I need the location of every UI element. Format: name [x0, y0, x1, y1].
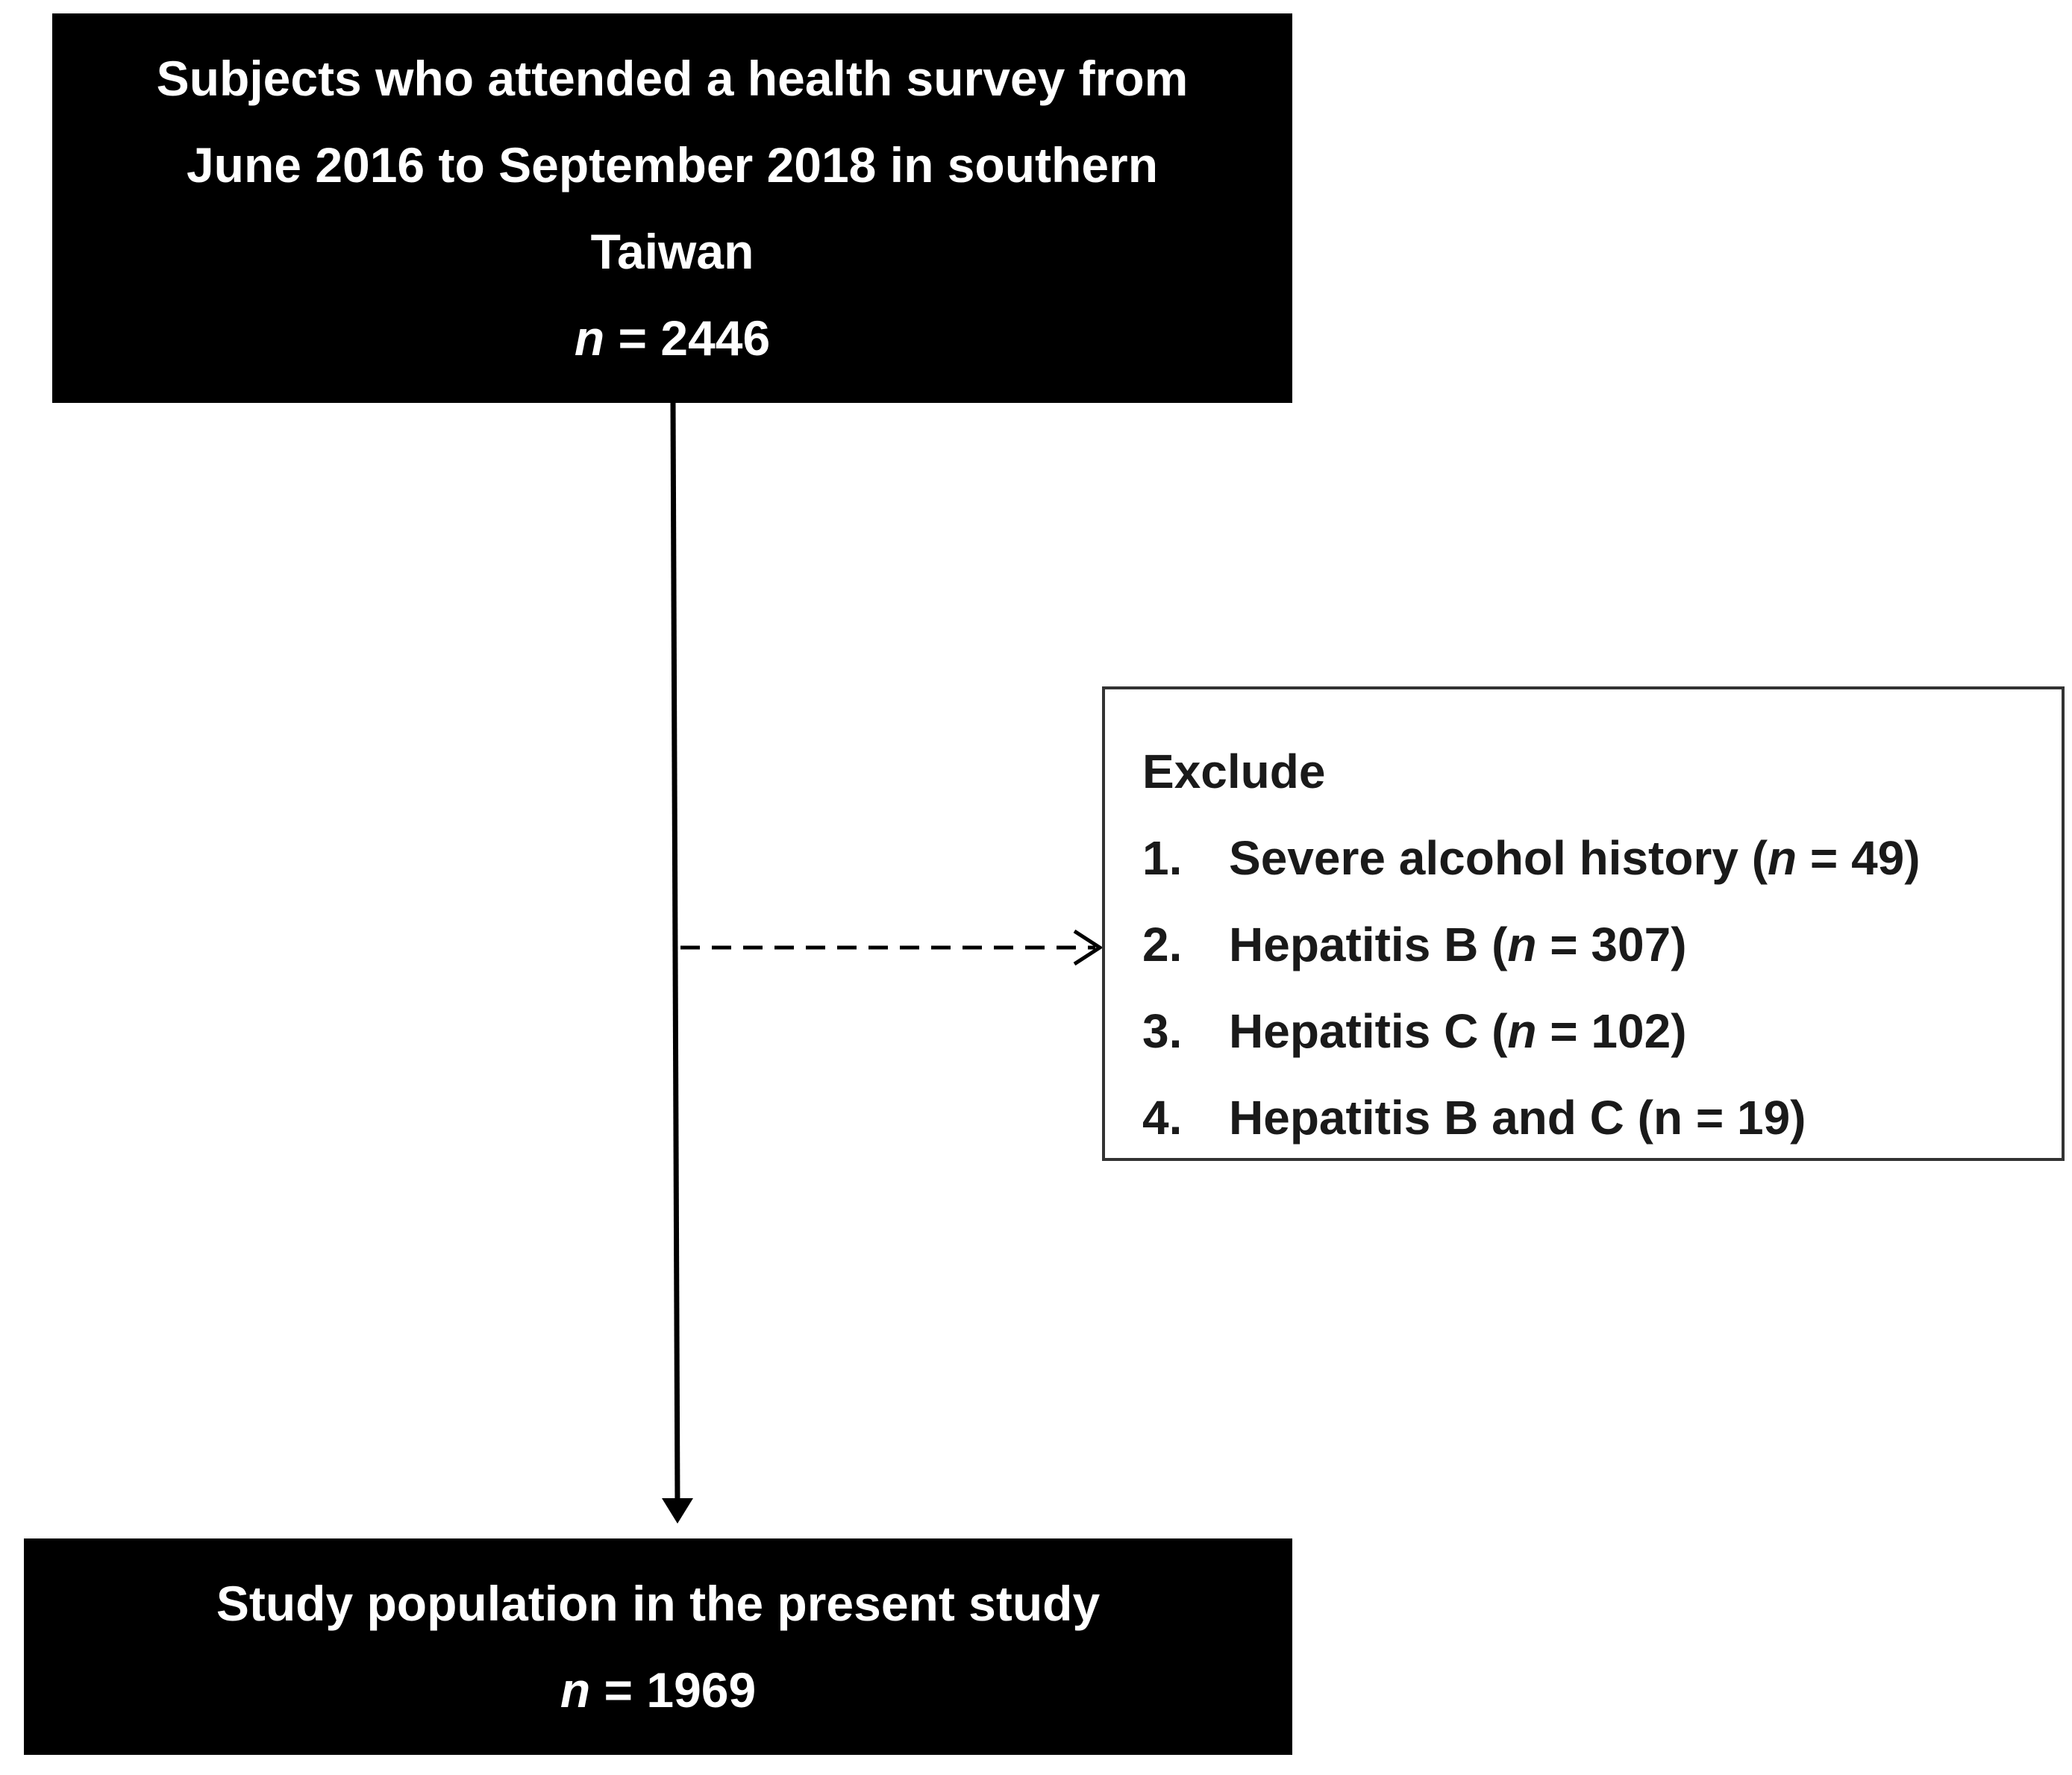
exclusion-box [1102, 686, 2065, 1161]
exclusion-item-number: 3. [1142, 1004, 1183, 1058]
exclusion-item-number: 2. [1142, 918, 1183, 971]
study-population-count [560, 1647, 756, 1733]
exclusion-arrowhead [1074, 931, 1100, 964]
study-population-label: Study population in the present study [216, 1576, 1101, 1631]
exclusion-item [1142, 1074, 2062, 1161]
exclusion-item-text: Hepatitis C (n = 102) [1229, 1004, 1687, 1058]
source-population-box [52, 13, 1292, 403]
n-symbol: n [1507, 1004, 1537, 1058]
exclusion-item-number: 1. [1142, 831, 1183, 885]
exclusion-item [1142, 988, 2062, 1074]
n-symbol: n [560, 1662, 591, 1718]
exclusion-item [1142, 815, 2062, 901]
study-count-value: = 1969 [590, 1662, 757, 1718]
main-flow-arrow-line [673, 403, 677, 1506]
exclusion-item-text: Hepatitis B (n = 307) [1229, 918, 1687, 971]
exclusion-item-text: Hepatitis B and C (n = 19) [1229, 1091, 1806, 1145]
study-population-box [24, 1538, 1292, 1755]
exclusion-title: Exclude [1142, 745, 1326, 798]
source-count-value: = 2446 [604, 310, 771, 366]
exclusion-item-number: 4. [1142, 1091, 1183, 1145]
source-count [575, 295, 770, 381]
n-symbol: n [574, 310, 605, 366]
n-symbol: n [1768, 831, 1797, 885]
source-line-3: Taiwan [590, 224, 754, 279]
exclusion-item-text: Severe alcohol history (n = 49) [1229, 831, 1921, 885]
exclusion-item [1142, 901, 2062, 988]
main-flow-arrowhead [662, 1498, 693, 1524]
source-line-1: Subjects who attended a health survey from [156, 51, 1189, 106]
n-symbol: n [1507, 918, 1537, 971]
source-line-2: June 2016 to September 2018 in southern [186, 137, 1159, 192]
